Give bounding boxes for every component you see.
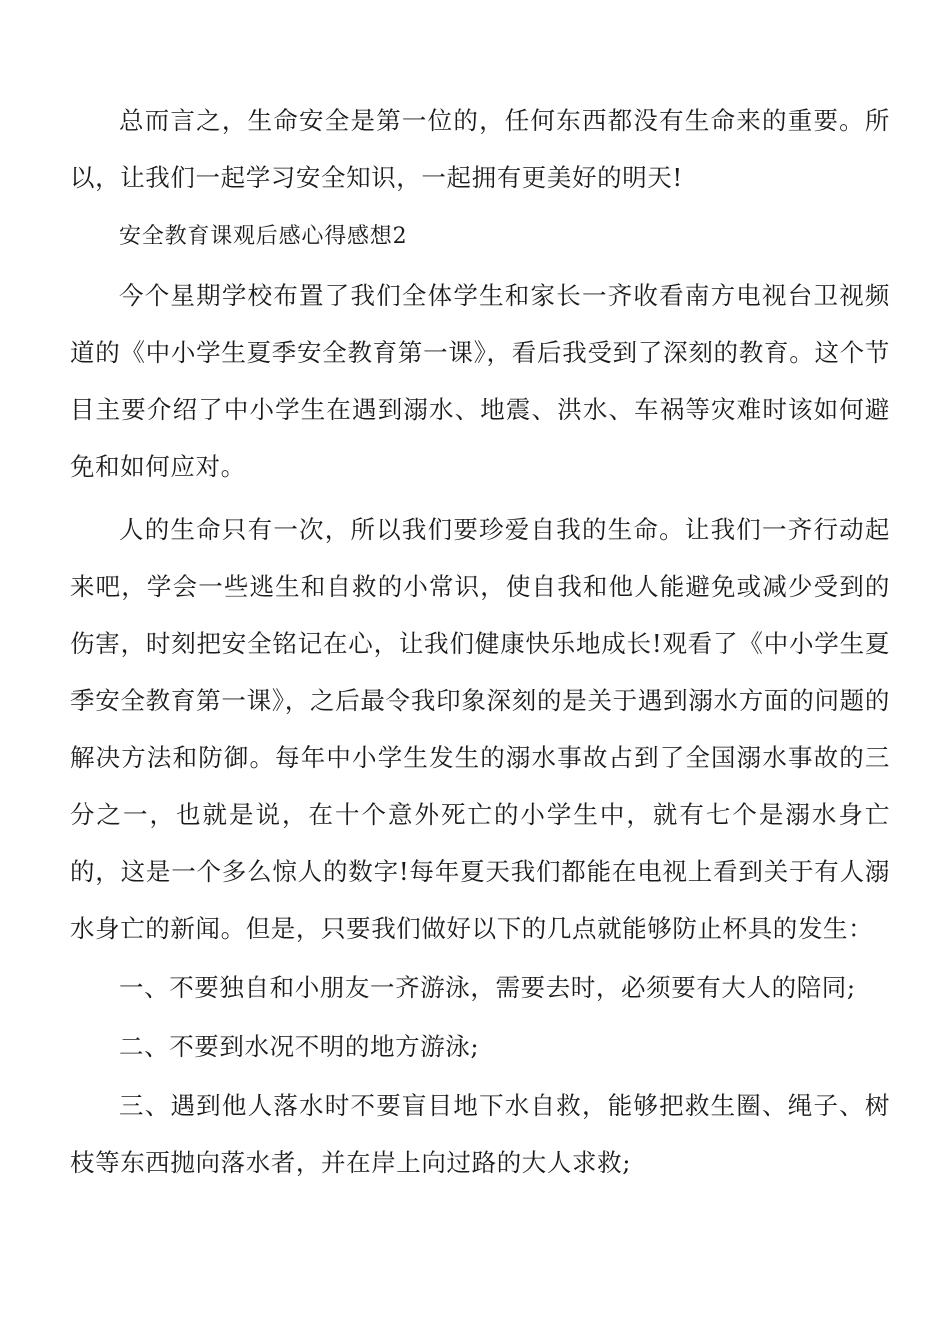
paragraph-main: 人的生命只有一次，所以我们要珍爱自我的生命。让我们一齐行动起来吧，学会一些逃生和自救的小常识，使自我和他人能避免或减少受到的伤害，时刻把安全铭记在心，让我们健康快乐地成长!观看了《中小学生夏季安全教育第一课》，之后最令我印象深刻的是关于遇到溺水方面的问题的解决方法和防御。每年中小学生发生的溺水事故占到了全国溺水事故的三分之一，也就是说，在十个意外死亡的小学生中，就有七个是溺水身亡的，这是一个多么惊人的数字!每年夏天我们都能在电视上看到关于有人溺水身亡的新闻。但是，只要我们做好以下的几点就能够防止杯具的发生：	[70, 515, 890, 943]
list-item: 二、不要到水况不明的地方游泳;	[119, 1032, 480, 1061]
document-page	[70, 92, 890, 1191]
section-heading: 安全教育课观后感心得感想2	[119, 224, 408, 249]
list-item: 三、遇到他人落水时不要盲目地下水自救，能够把救生圈、绳子、树枝等东西抛向落水者，并在岸上向过路的大人求救;	[70, 1091, 890, 1177]
paragraph-conclusion: 总而言之，生命安全是第一位的，任何东西都没有生命来的重要。所以，让我们一起学习安全知识，一起拥有更美好的明天!	[70, 106, 890, 192]
list-item: 一、不要独自和小朋友一齐游泳，需要去时，必须要有大人的陪同;	[119, 973, 856, 1002]
paragraph-intro: 今个星期学校布置了我们全体学生和家长一齐收看南方电视台卫视频道的《中小学生夏季安全教育第一课》，看后我受到了深刻的教育。这个节目主要介绍了中小学生在遇到溺水、地震、洪水、车祸等灾难时该如何避免和如何应对。	[70, 281, 890, 481]
